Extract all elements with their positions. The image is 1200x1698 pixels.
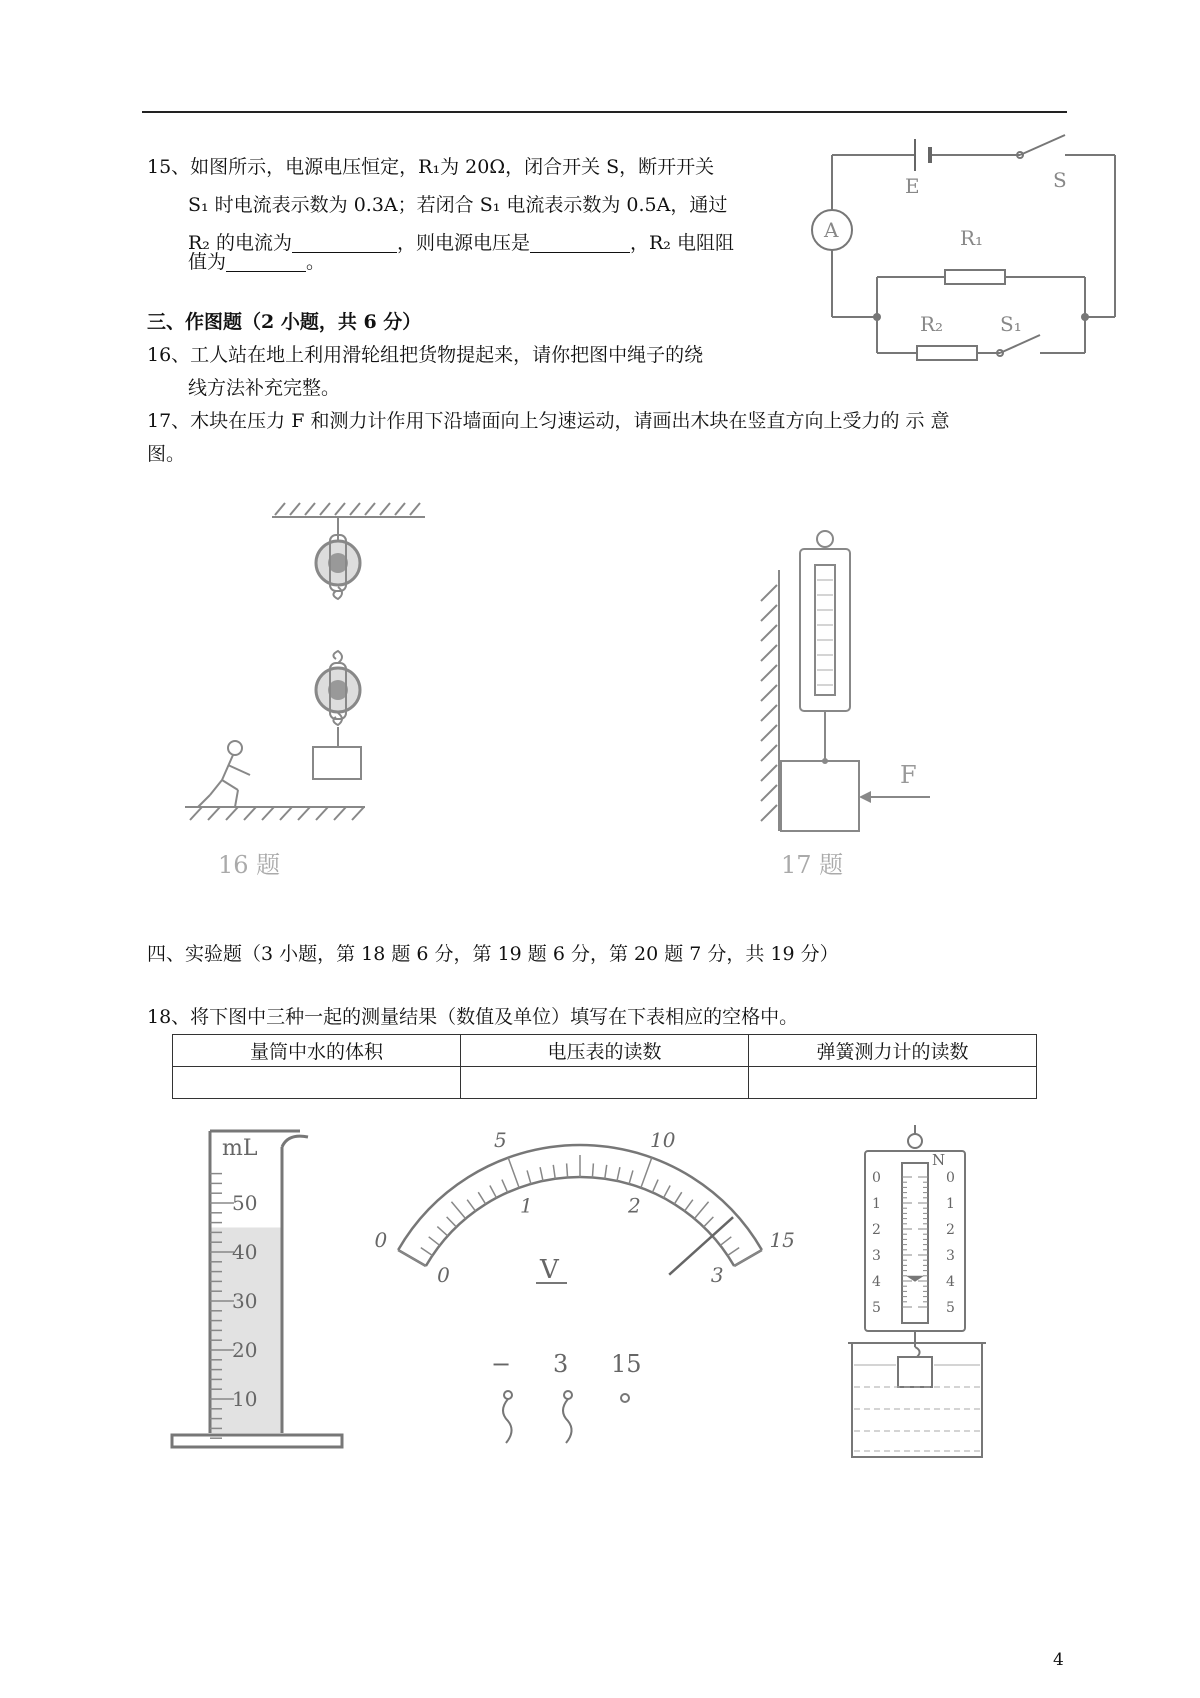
spring-tick-label-left: 2 — [872, 1222, 881, 1238]
spring-tick-label-left: 3 — [872, 1248, 881, 1264]
figure-16-pulley — [180, 495, 440, 885]
resistor-r1 — [945, 270, 1005, 284]
page-number: 4 — [1053, 1650, 1064, 1670]
label-force-f: F — [900, 761, 917, 789]
header-rule — [142, 111, 1067, 113]
table-answer-row — [173, 1067, 1037, 1099]
q15-line1: 15、如图所示，电源电压恒定，R₁为 20Ω，闭合开关 S，断开开关 — [147, 156, 715, 178]
fig17-label: 17 题 — [781, 851, 844, 879]
voltmeter-outer-label: 5 — [494, 1127, 507, 1152]
spring-tick-label-right: 5 — [946, 1300, 955, 1316]
voltmeter-inner-label: 2 — [628, 1193, 641, 1218]
answer-blank-r2-resistance[interactable] — [226, 249, 306, 272]
q15-line3-c: ，R₂ 电阻阻 — [629, 232, 734, 254]
cylinder-tick-label: 20 — [232, 1338, 258, 1362]
table-header-cell: 电压表的读数 — [461, 1035, 749, 1067]
voltmeter — [374, 1120, 795, 1440]
resistor-r2 — [917, 346, 977, 360]
measurement-table — [172, 1034, 1037, 1099]
cylinder-tick-label: 40 — [232, 1240, 258, 1264]
q15-line3-b: ，则电源电压是 — [396, 232, 530, 254]
spring-tick-label-right: 2 — [946, 1222, 955, 1238]
terminal-15v: 15 — [611, 1350, 642, 1378]
answer-cell-force[interactable] — [749, 1067, 1037, 1099]
q18-text: 18、将下图中三种一起的测量结果（数值及单位）填写在下表相应的空格中。 — [147, 1006, 799, 1028]
label-s: S — [1053, 168, 1067, 192]
section4-heading: 四、实验题（3 小题，第 18 题 6 分，第 19 题 6 分，第 20 题 7 分，共 19 分） — [147, 943, 839, 965]
terminal-negative: − — [491, 1350, 512, 1378]
label-a: A — [824, 218, 839, 242]
q15-line4-a: 值为 — [188, 251, 227, 273]
circuit-diagram — [795, 125, 1135, 355]
spring-unit: N — [932, 1151, 946, 1169]
label-s1: S₁ — [1000, 312, 1022, 336]
q17-line2: 图。 — [147, 443, 186, 465]
table-header-cell: 量筒中水的体积 — [173, 1035, 461, 1067]
spring-tick-label-right: 1 — [946, 1196, 955, 1212]
voltmeter-inner-label: 0 — [437, 1263, 450, 1287]
answer-cell-voltage[interactable] — [461, 1067, 749, 1099]
fig16-label: 16 题 — [218, 851, 281, 879]
spring-tick-label-left: 4 — [872, 1274, 881, 1290]
voltmeter-outer-label: 0 — [374, 1228, 388, 1252]
spring-tick-label-left: 5 — [872, 1300, 881, 1316]
answer-blank-voltage[interactable] — [530, 230, 630, 253]
label-r1: R₁ — [960, 226, 984, 250]
section3-heading: 三、作图题（2 小题，共 6 分） — [147, 311, 422, 333]
label-r2: R₂ — [920, 312, 944, 336]
q16-line2: 线方法补充完整。 — [188, 377, 341, 399]
q15-line4 — [188, 243, 325, 281]
spring-tick-label-left: 0 — [872, 1170, 881, 1186]
q17-line1: 17、木块在压力 F 和测力计作用下沿墙面向上匀速运动，请画出木块在竖直方向上受力的 示 意 — [147, 410, 950, 432]
table-header-cell: 弹簧测力计的读数 — [749, 1035, 1037, 1067]
cylinder-tick-label: 50 — [232, 1191, 258, 1215]
spring-scale-beaker — [840, 1125, 990, 1475]
graduated-cylinder — [170, 1125, 355, 1465]
cylinder-tick-label: 30 — [232, 1289, 258, 1313]
q15-line3-a: R₂ 的电流为 — [188, 232, 292, 254]
spring-tick-label-right: 0 — [946, 1170, 955, 1186]
cylinder-unit: mL — [222, 1136, 258, 1161]
spring-tick-label-right: 4 — [946, 1274, 955, 1290]
answer-cell-volume[interactable] — [173, 1067, 461, 1099]
terminal-3v: 3 — [553, 1350, 569, 1378]
q15-line2: S₁ 时电流表示数为 0.3A；若闭合 S₁ 电流表示数为 0.5A，通过 — [188, 194, 728, 216]
voltmeter-outer-label: 10 — [649, 1127, 676, 1152]
voltmeter-outer-label: 15 — [769, 1228, 795, 1252]
spring-tick-label-left: 1 — [872, 1196, 881, 1212]
table-header-row — [173, 1035, 1037, 1067]
voltmeter-inner-label: 3 — [710, 1263, 724, 1287]
q16-line1: 16、工人站在地上利用滑轮组把货物提起来，请你把图中绳子的绕 — [147, 344, 704, 366]
label-e: E — [905, 174, 920, 198]
spring-tick-label-right: 3 — [946, 1248, 955, 1264]
voltmeter-symbol: V — [540, 1255, 559, 1285]
figure-17-block — [745, 525, 945, 885]
voltmeter-inner-label: 1 — [519, 1193, 533, 1218]
cylinder-tick-label: 10 — [232, 1387, 258, 1411]
q15-line4-b: 。 — [306, 251, 326, 273]
